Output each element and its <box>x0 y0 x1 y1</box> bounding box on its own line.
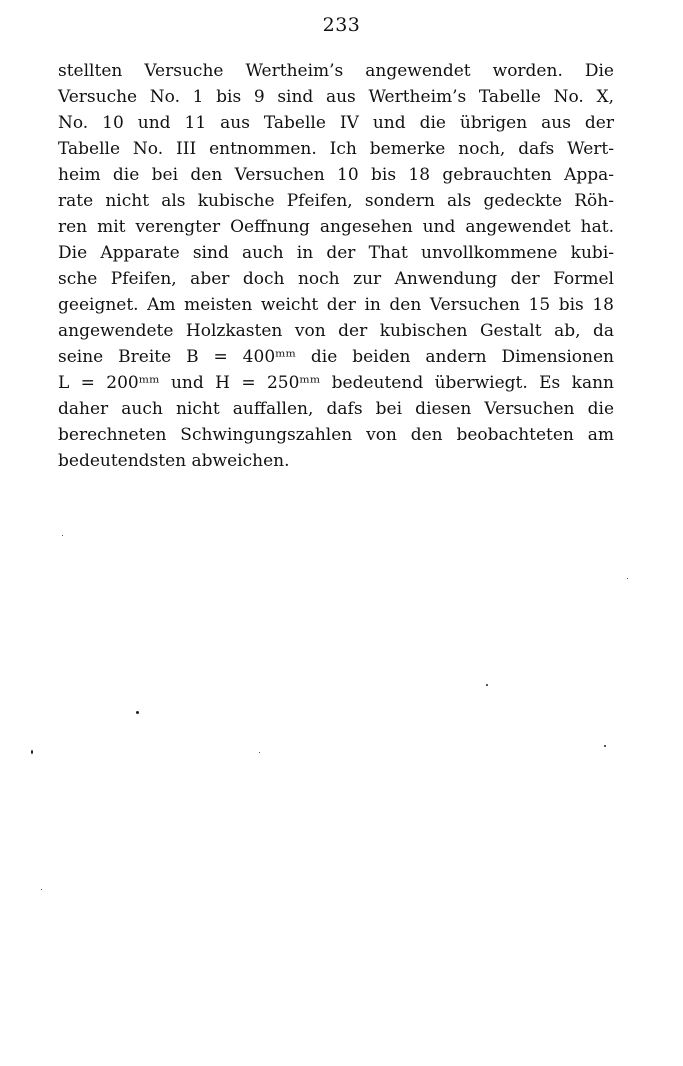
scan-speck <box>259 752 260 753</box>
scan-speck <box>136 711 139 714</box>
body-paragraph <box>58 58 614 474</box>
text-line: geeignet. Am meisten weicht der in den Versuchen 15 bis 18 <box>58 295 614 315</box>
scan-speck <box>627 578 628 579</box>
text-line: seine Breite B = 400ᵐᵐ die beiden andern Dimensionen <box>58 347 614 367</box>
text-line: Die Apparate sind auch in der That unvollkommene kubi- <box>58 243 614 263</box>
text-line: rate nicht als kubische Pfeifen, sondern als gedeckte Röh- <box>58 191 614 211</box>
text-line-last: bedeutendsten abweichen. <box>58 451 290 471</box>
scan-speck <box>604 745 606 747</box>
scan-speck <box>486 684 488 686</box>
text-line: ren mit verengter Oeffnung angesehen und angewendet hat. <box>58 217 614 237</box>
text-line: sche Pfeifen, aber doch noch zur Anwendung der Formel <box>58 269 614 289</box>
text-line: berechneten Schwingungszahlen von den beobachteten am <box>58 425 614 445</box>
page-number: 233 <box>322 14 361 36</box>
text-line: heim die bei den Versuchen 10 bis 18 gebrauchten Appa- <box>58 165 614 185</box>
scan-speck <box>41 889 42 890</box>
text-line: daher auch nicht auffallen, dafs bei diesen Versuchen die <box>58 399 614 419</box>
scan-speck <box>31 750 33 754</box>
text-line: Tabelle No. III entnommen. Ich bemerke noch, dafs Wert- <box>58 139 614 159</box>
text-line: angewendete Holzkasten von der kubischen Gestalt ab, da <box>58 321 614 341</box>
text-line: No. 10 und 11 aus Tabelle IV und die übrigen aus der <box>58 113 614 133</box>
text-line: Versuche No. 1 bis 9 sind aus Wertheim’s Tabelle No. X, <box>58 87 614 107</box>
text-line: stellten Versuche Wertheim’s angewendet worden. Die <box>58 61 614 81</box>
scan-speck <box>62 535 63 536</box>
text-line: L = 200ᵐᵐ und H = 250ᵐᵐ bedeutend überwiegt. Es kann <box>58 373 614 393</box>
